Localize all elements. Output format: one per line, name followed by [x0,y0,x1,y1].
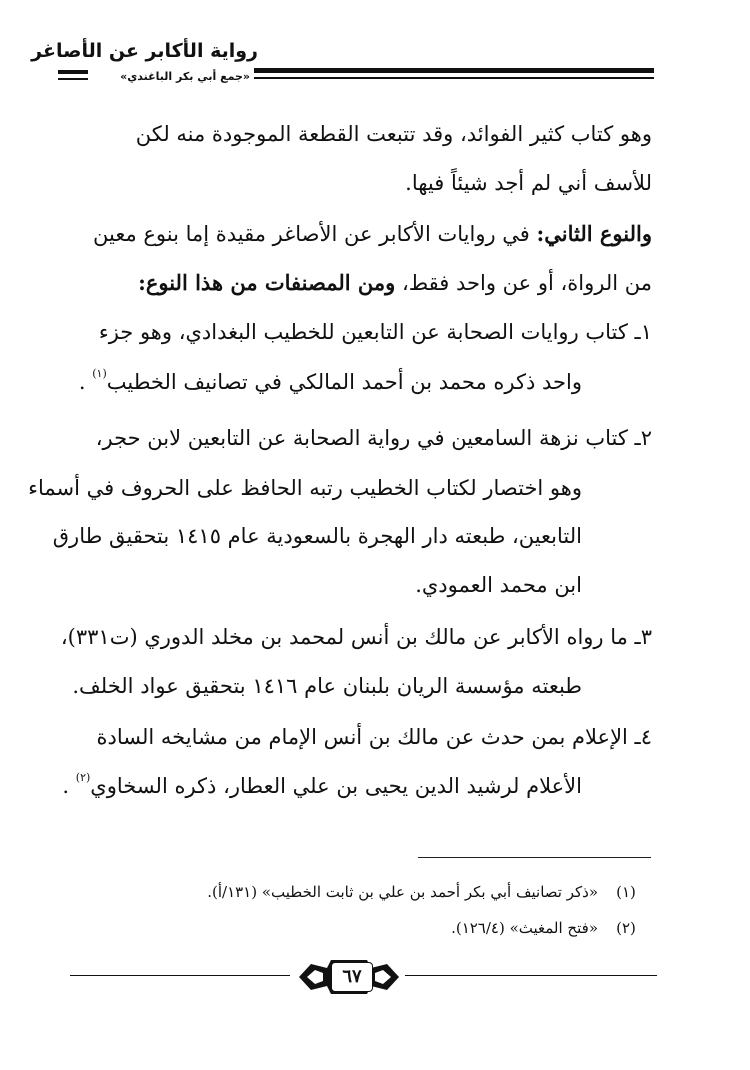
footer-rule-right [405,975,657,976]
item4-line-2 [0,771,750,798]
text: الأعلام لرشيد الدين يحيى بن علي العطار، ذكره السخاوي [90,774,582,798]
type2-line-2 [0,272,750,294]
text: وهو كتاب كثير الفوائد، وقد تتبعت القطعة الموجودة منه لكن [135,122,652,146]
footer-rule-left [70,975,290,976]
text: . [62,774,70,798]
footnote-text: «ذكر تصانيف أبي بكر أحمد بن علي بن ثابت الخطيب» (١٣١/أ). [207,883,598,901]
type2-label: والنوع الثاني: [536,221,652,246]
item1-line-1 [0,322,750,343]
text: للأسف أني لم أجد شيئاً فيها. [405,171,652,195]
text: ٢ـ كتاب نزهة السامعين في رواية الصحابة عن التابعين لابن حجر، [95,426,652,450]
item2-line-1 [0,428,750,449]
text: ابن محمد العمودي. [415,573,582,597]
footnote-ref-1[interactable]: (١) [92,367,107,380]
text: في روايات الأكابر عن الأصاغر مقيدة إما بنوع معين [93,222,530,246]
text: طبعته مؤسسة الريان بلبنان عام ١٤١٦ بتحقيق عواد الخلف. [72,674,582,698]
footnote-ref-2[interactable]: (٢) [75,771,91,784]
footnote-2 [0,919,750,937]
item1-line-2 [0,367,750,394]
footnote-separator [418,857,651,858]
item2-line-2 [0,478,750,499]
type2-line-1 [0,223,750,245]
header-rule-thick [254,68,654,73]
header-rule-left-thin [58,78,88,80]
header-rule-thin [254,77,654,79]
item3-line-2 [0,676,750,697]
running-header-subtitle: «جمع أبي بكر الباغندي» [120,70,250,83]
item4-line-1 [0,727,750,748]
text: واحد ذكره محمد بن أحمد المالكي في تصانيف الخطيب [106,370,582,394]
footnote-number: (٢) [616,919,636,937]
text: التابعين، طبعته دار الهجرة بالسعودية عام ١٤١٥ بتحقيق طارق [52,524,582,548]
footnote-text: «فتح المغيث» (١٢٦/٤). [451,919,598,937]
footnote-number: (١) [616,883,636,901]
text: من الرواة، أو عن واحد فقط، [401,271,652,295]
item3-line-1 [0,627,750,648]
intro-line-2 [0,173,750,194]
running-header-title: رواية الأكابر عن الأصاغر [31,40,258,62]
item2-line-4 [0,575,750,596]
header-rule-left [58,70,88,74]
footnote-1 [0,883,750,901]
text: وهو اختصار لكتاب الخطيب رتبه الحافظ على الحروف في أسماء [28,476,582,500]
text: . [78,370,86,394]
page-number: ٦٧ [331,962,373,992]
text: ٣ـ ما رواه الأكابر عن مالك بن أنس لمحمد بن مخلد الدوري (ت٣٣١)، [60,625,652,649]
intro-line-1 [0,124,750,145]
works-heading: ومن المصنفات من هذا النوع: [138,270,396,295]
item2-line-3 [0,526,750,547]
text: ١ـ كتاب روايات الصحابة عن التابعين للخطيب البغدادي، وهو جزء [98,320,652,344]
text: ٤ـ الإعلام بمن حدث عن مالك بن أنس الإمام من مشايخه السادة [96,725,652,749]
